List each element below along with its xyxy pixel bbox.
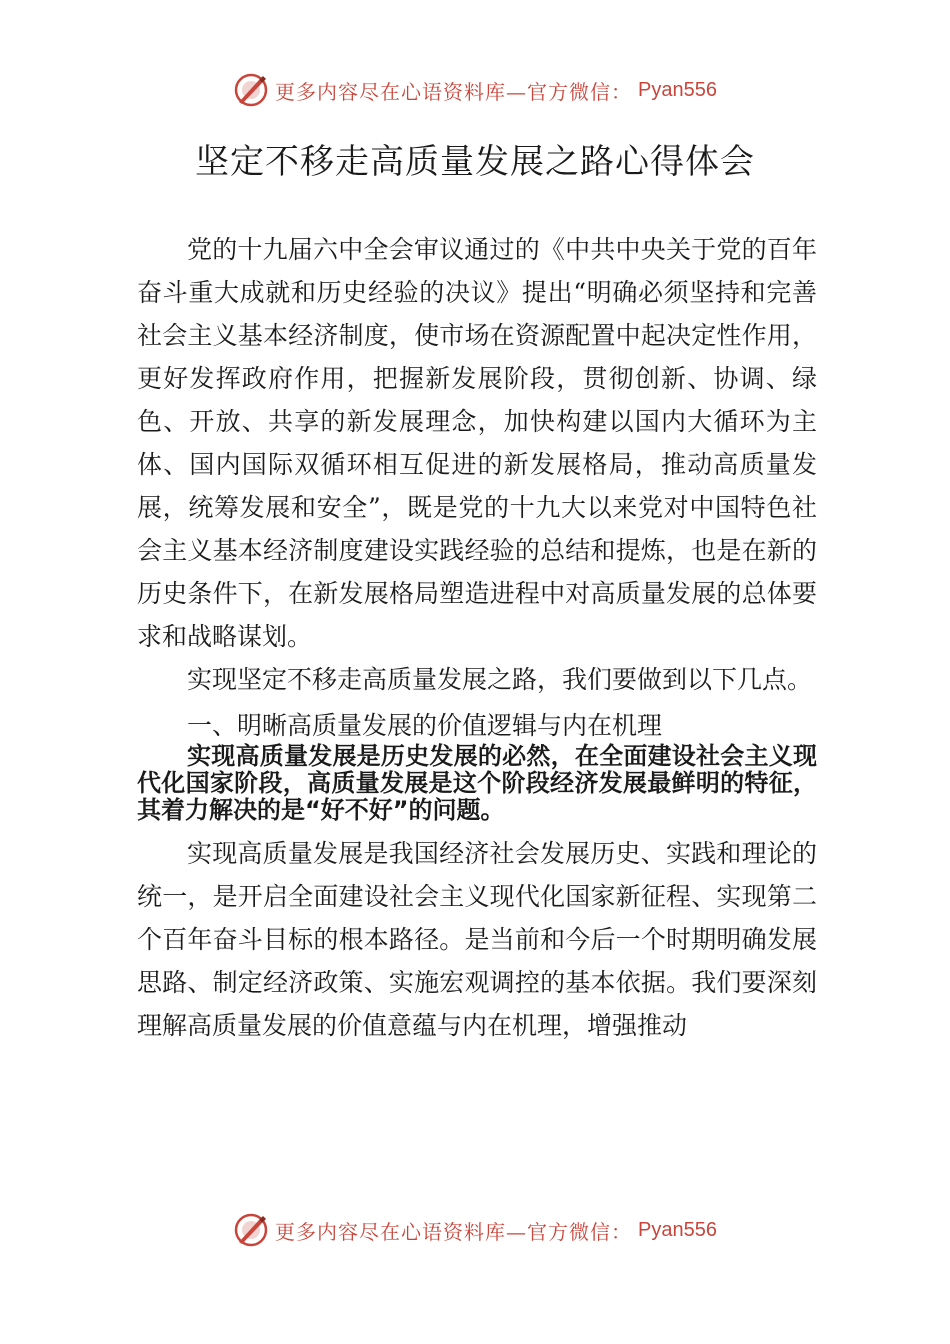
watermark-wechat-id: Pyan556 [638, 78, 717, 101]
document-title: 坚定不移走高质量发展之路心得体会 [195, 142, 755, 182]
pen-logo-icon [233, 72, 269, 108]
watermark-wechat-id: Pyan556 [638, 1218, 717, 1241]
pen-logo-icon [233, 1212, 269, 1248]
paragraph-section-1: 实现高质量发展是我国经济社会发展历史、实践和理论的统一，是开启全面建设社会主义现代化国家新征程、实现第二个百年奋斗目标的根本路径。是当前和今后一个时期明确发展思路、制定经济政策、实施宏观调控的基本依据。我们要深刻理解高质量发展的价值意蕴与内在机理，增强推动 [137, 839, 817, 1040]
paragraph-transition: 实现坚定不移走高质量发展之路，我们要做到以下几点。 [187, 665, 813, 694]
section-summary-bold: 实现高质量发展是历史发展的必然，在全面建设社会主义现代化国家阶段，高质量发展是这个阶段经济发展最鲜明的特征，其着力解决的是“好不好”的问题。 [137, 742, 817, 824]
footer-watermark [0, 1212, 950, 1248]
paragraph-intro: 党的十九届六中全会审议通过的《中共中央关于党的百年奋斗重大成就和历史经验的决议》提出“明确必须坚持和完善社会主义基本经济制度，使市场在资源配置中起决定性作用，更好发挥政府作用，把握新发展阶段，贯彻创新、协调、绿色、开放、共享的新发展理念，加快构建以国内大循环为主体、国内国际双循环相互促进的新发展格局，推动高质量发展，统筹发展和安全”，既是党的十九大以来党对中国特色社会主义基本经济制度建设实践经验的总结和提炼，也是在新的历史条件下，在新发展格局塑造进程中对高质量发展的总体要求和战略谋划。 [137, 235, 817, 651]
section-heading-1: 一、明晰高质量发展的价值逻辑与内在机理 [187, 711, 663, 740]
header-watermark [0, 72, 950, 108]
watermark-text: 更多内容尽在心语资料库—官方微信： [275, 79, 633, 104]
document-body [137, 228, 817, 1047]
watermark-text: 更多内容尽在心语资料库—官方微信： [275, 1219, 633, 1244]
